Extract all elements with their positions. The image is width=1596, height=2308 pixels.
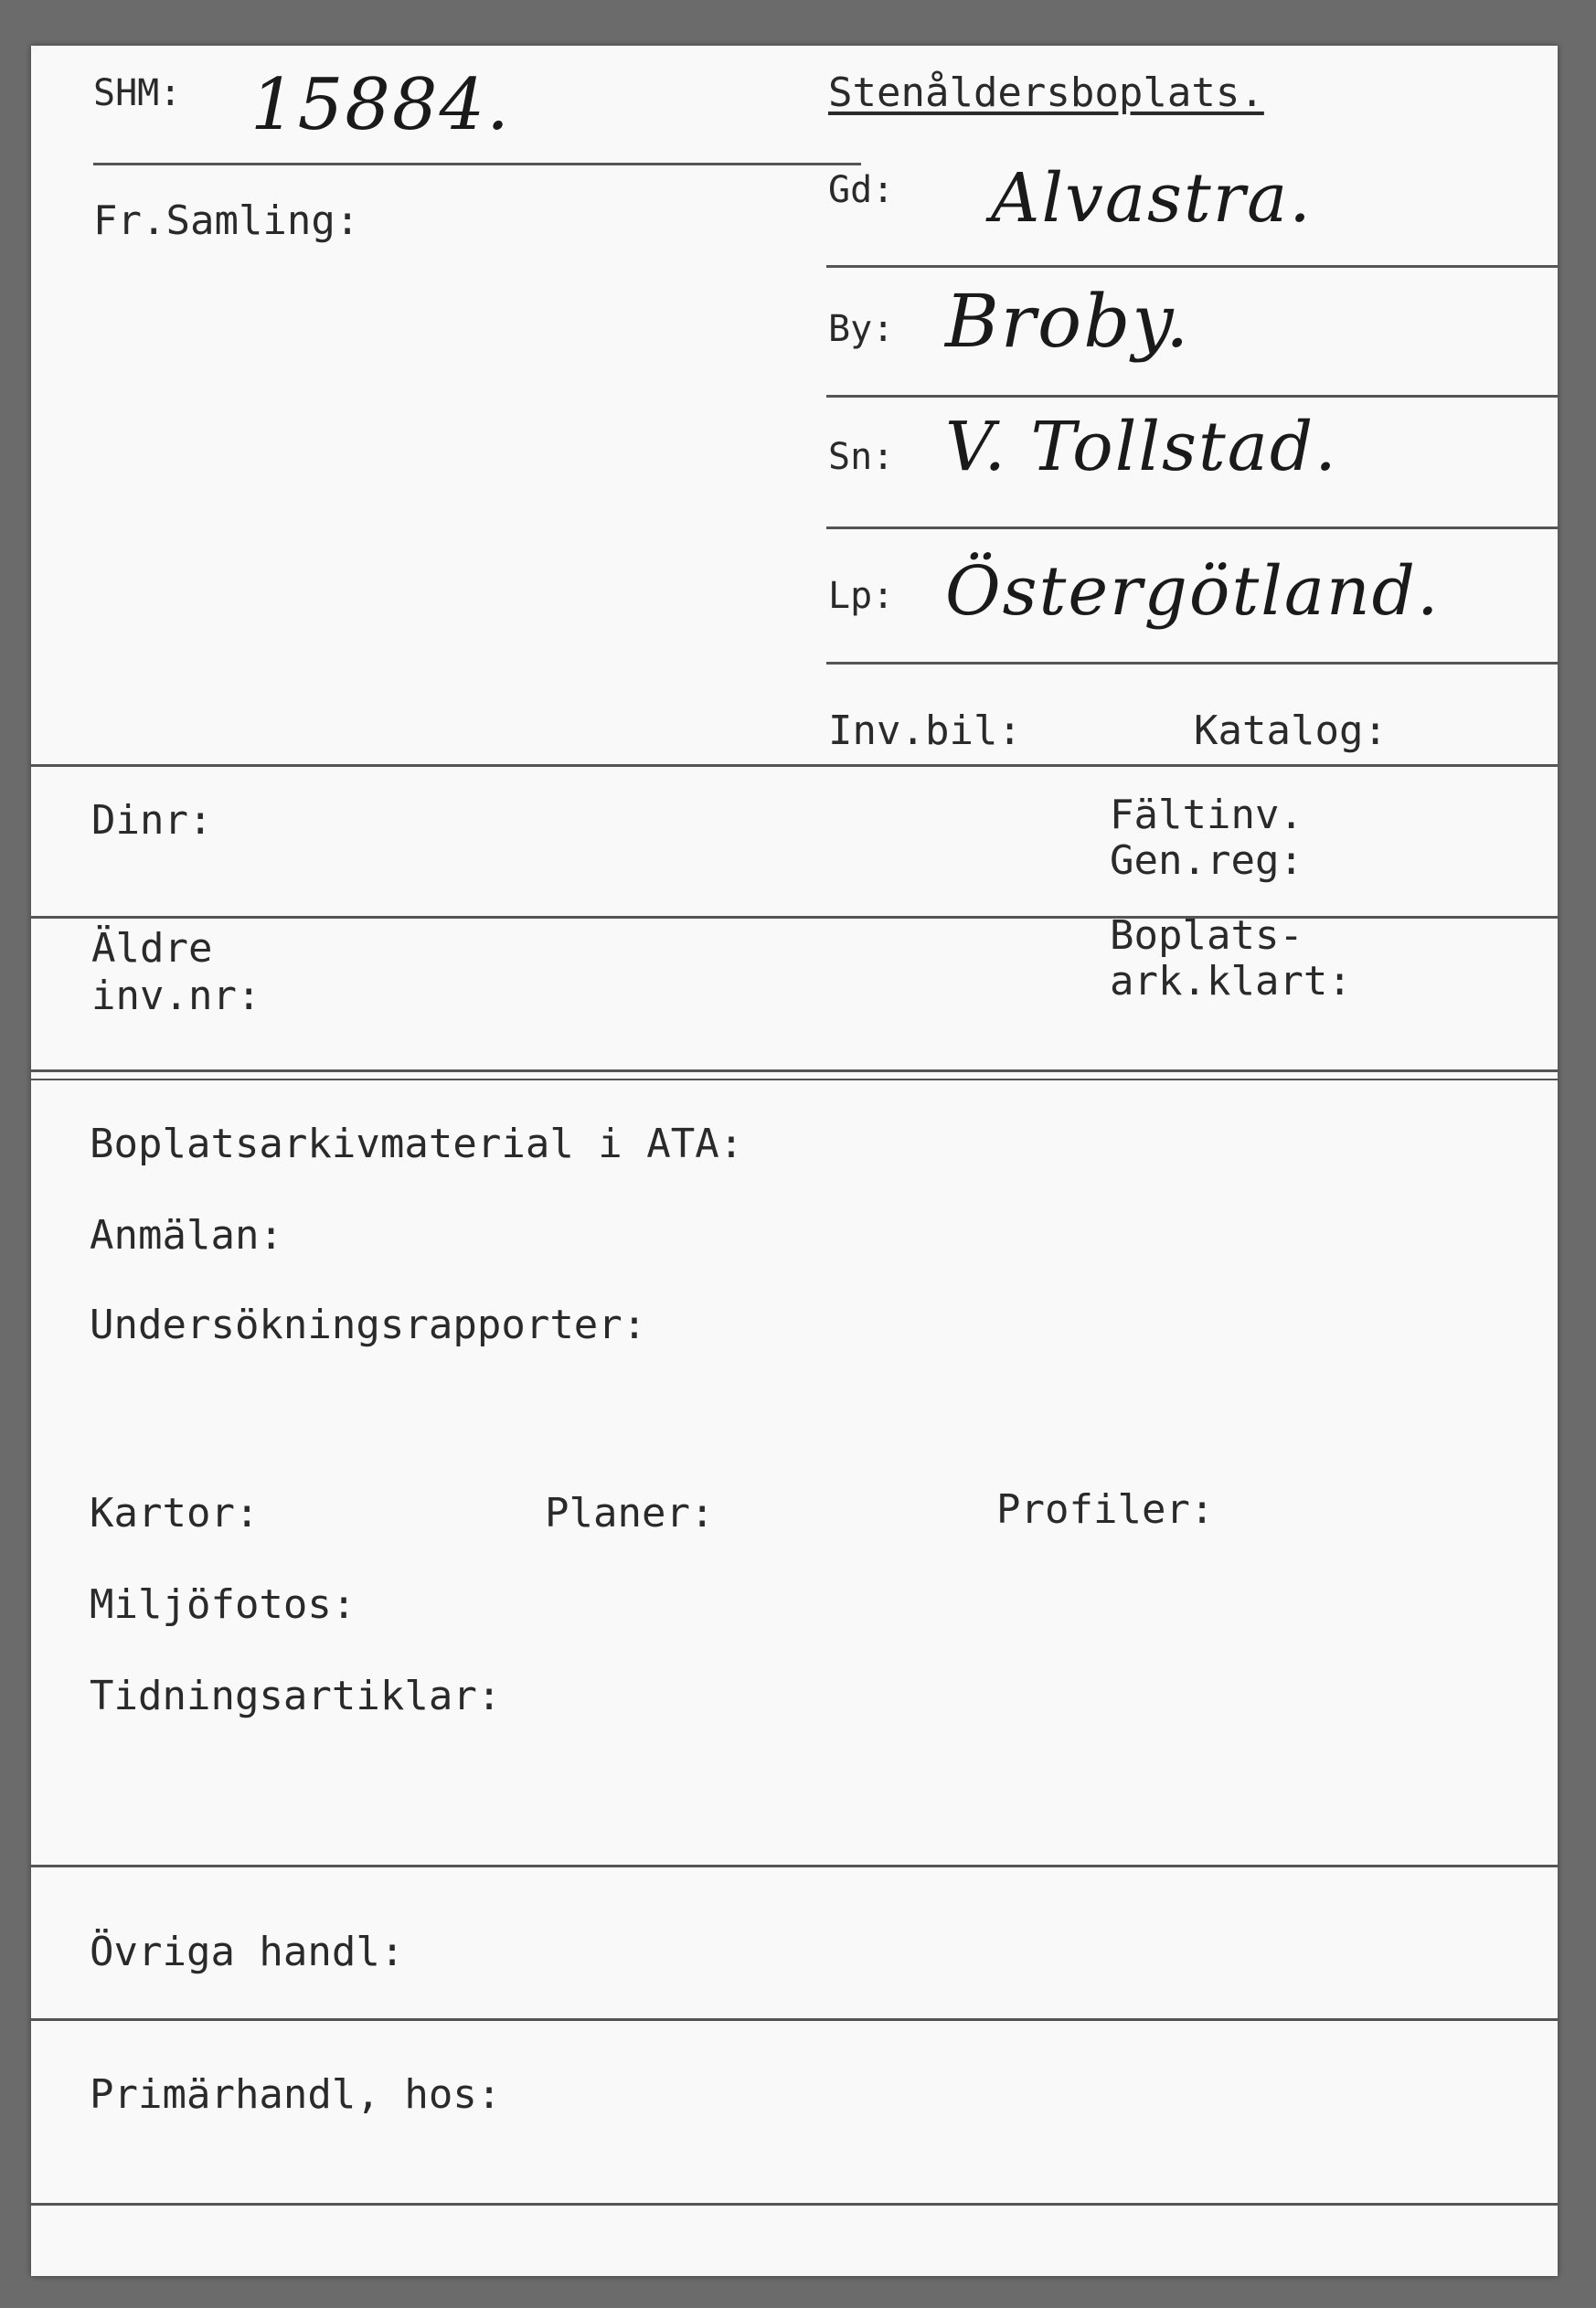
kartor-label: Kartor:: [90, 1490, 260, 1537]
separator-1: [31, 764, 1558, 767]
by-value: Broby.: [945, 279, 1191, 364]
lp-line: [826, 662, 1558, 665]
boplatsarkiv-label: Boplatsarkivmaterial i ATA:: [90, 1121, 744, 1167]
separator-4: [31, 1865, 1558, 1867]
primar-label: Primärhandl, hos:: [90, 2071, 502, 2118]
sn-value: V. Tollstad.: [945, 408, 1338, 486]
inv-bil-label: Inv.bil:: [828, 707, 1022, 754]
separator-3b: [31, 1079, 1558, 1080]
aldre-label-line2: inv.nr:: [91, 973, 261, 1019]
by-label: By:: [828, 308, 895, 350]
tidning-label: Tidningsartiklar:: [90, 1673, 502, 1719]
type-label: Stenåldersboplats.: [828, 69, 1264, 116]
gd-line: [826, 265, 1558, 268]
shm-value: 15884.: [250, 64, 511, 146]
separator-2: [31, 916, 1558, 919]
fr-samling-label: Fr.Samling:: [93, 197, 360, 244]
lp-label: Lp:: [828, 575, 895, 617]
gd-label: Gd:: [828, 169, 895, 211]
faltinv-label: Fältinv.: [1110, 792, 1303, 838]
shm-underline: [93, 163, 861, 165]
aldre-label-line1: Äldre: [91, 925, 213, 972]
katalog-label: Katalog:: [1194, 707, 1388, 754]
lp-value: Östergötland.: [945, 552, 1441, 631]
sn-line: [826, 526, 1558, 529]
separator-5: [31, 2018, 1558, 2021]
undersokning-label: Undersökningsrapporter:: [90, 1302, 647, 1348]
separator-3a: [31, 1069, 1558, 1072]
genreg-label: Gen.reg:: [1110, 837, 1303, 884]
separator-6: [31, 2203, 1558, 2206]
anmalan-label: Anmälan:: [90, 1212, 283, 1259]
planer-label: Planer:: [545, 1490, 715, 1537]
shm-label: SHM:: [93, 72, 182, 114]
boplats-label-line2: ark.klart:: [1110, 958, 1352, 1005]
gd-value: Alvastra.: [991, 159, 1313, 238]
boplats-label-line1: Boplats-: [1110, 912, 1303, 959]
dinr-label: Dinr:: [91, 797, 213, 844]
miljofotos-label: Miljöfotos:: [90, 1581, 356, 1628]
catalog-card: [31, 46, 1558, 2276]
profiler-label: Profiler:: [996, 1486, 1215, 1533]
sn-label: Sn:: [828, 436, 895, 478]
by-line: [826, 395, 1558, 398]
ovriga-label: Övriga handl:: [90, 1929, 405, 1975]
